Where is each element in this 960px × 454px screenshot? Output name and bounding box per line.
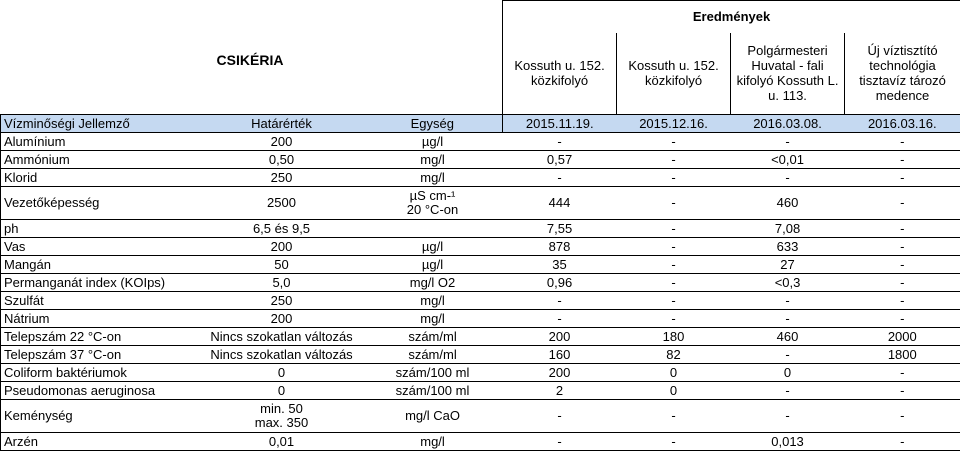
limit-value: Nincs szokatlan változás (201, 328, 363, 346)
result-value: 160 (503, 346, 617, 364)
limit-value (201, 400, 363, 433)
unit-value: mg/l (363, 292, 503, 310)
limit-value: 50 (201, 256, 363, 274)
table-row (1, 328, 960, 346)
param-name: Mangán (1, 256, 201, 274)
limit-value: 200 (201, 133, 363, 151)
result-value: 1800 (845, 346, 960, 364)
result-value: 2000 (845, 328, 960, 346)
result-value: - (503, 400, 617, 433)
table-row (1, 274, 960, 292)
result-value: - (617, 133, 731, 151)
result-value: 35 (503, 256, 617, 274)
limit-value: 0 (201, 364, 363, 382)
result-value: - (731, 292, 845, 310)
table-row (1, 310, 960, 328)
unit-line-2: 20 °C-on (406, 202, 459, 217)
result-value: - (845, 400, 960, 433)
result-value: 27 (731, 256, 845, 274)
result-value: - (845, 256, 960, 274)
result-value: - (617, 151, 731, 169)
param-name: Ammónium (1, 151, 201, 169)
column-header-date-3: 2016.03.08. (731, 115, 845, 133)
column-header-limit: Határérték (201, 115, 363, 133)
site-header-3: Polgármesteri Huvatal - fali kifolyó Kossuth L. u. 113. (731, 33, 845, 115)
result-value: - (845, 187, 960, 220)
unit-value: µg/l (363, 238, 503, 256)
result-value: - (845, 238, 960, 256)
table-row (1, 187, 960, 220)
unit-value: szám/ml (363, 328, 503, 346)
result-value: - (731, 346, 845, 364)
limit-value: 250 (201, 169, 363, 187)
table-row (1, 169, 960, 187)
result-value: 2 (503, 382, 617, 400)
result-value: 200 (503, 328, 617, 346)
result-value: - (617, 238, 731, 256)
table-row (1, 133, 960, 151)
unit-value (363, 187, 503, 220)
param-name: Pseudomonas aeruginosa (1, 382, 201, 400)
unit-value: mg/l (363, 310, 503, 328)
unit-value: mg/l (363, 433, 503, 451)
unit-value: mg/l O2 (363, 274, 503, 292)
result-value: - (503, 292, 617, 310)
result-value: - (845, 133, 960, 151)
limit-value: 250 (201, 292, 363, 310)
result-value: 0,96 (503, 274, 617, 292)
limit-value: 0,01 (201, 433, 363, 451)
result-value: - (617, 310, 731, 328)
limit-line-1: min. 50 (260, 401, 303, 416)
param-name: Nátrium (1, 310, 201, 328)
limit-value: 5,0 (201, 274, 363, 292)
result-value: - (503, 169, 617, 187)
param-name: Telepszám 22 °C-on (1, 328, 201, 346)
unit-value: mg/l (363, 151, 503, 169)
result-value: - (845, 169, 960, 187)
result-value: - (845, 382, 960, 400)
result-value: 878 (503, 238, 617, 256)
result-value: - (845, 151, 960, 169)
result-value: 460 (731, 187, 845, 220)
result-value: 82 (617, 346, 731, 364)
param-name: Klorid (1, 169, 201, 187)
result-value: - (731, 169, 845, 187)
result-value: - (503, 310, 617, 328)
unit-value: szám/ml (363, 346, 503, 364)
unit-line-1: µS cm-¹ (409, 188, 456, 203)
param-name: Vas (1, 238, 201, 256)
unit-value: szám/100 ml (363, 382, 503, 400)
result-value: - (731, 382, 845, 400)
column-header-date-4: 2016.03.16. (845, 115, 960, 133)
results-header: Eredmények (503, 1, 960, 33)
result-value: 444 (503, 187, 617, 220)
table-title: CSIKÉRIA (216, 52, 284, 68)
result-value: - (731, 133, 845, 151)
unit-value: µg/l (363, 133, 503, 151)
result-value: 460 (731, 328, 845, 346)
param-name: Coliform baktériumok (1, 364, 201, 382)
result-value: 0 (731, 364, 845, 382)
result-value: - (617, 400, 731, 433)
column-header-unit: Egység (363, 115, 503, 133)
limit-value: 0,50 (201, 151, 363, 169)
table-row (1, 256, 960, 274)
result-value: <0,01 (731, 151, 845, 169)
param-name: Szulfát (1, 292, 201, 310)
site-header-4: Új víztisztító technológia tisztavíz tározó medence (845, 33, 960, 115)
result-value: 200 (503, 364, 617, 382)
result-value: - (503, 133, 617, 151)
limit-value: 2500 (201, 187, 363, 220)
result-value: <0,3 (731, 274, 845, 292)
result-value: 7,55 (503, 220, 617, 238)
result-value: - (617, 292, 731, 310)
limit-value: Nincs szokatlan változás (201, 346, 363, 364)
limit-line-2: max. 350 (254, 415, 309, 430)
table-row (1, 292, 960, 310)
unit-value: mg/l CaO (363, 400, 503, 433)
param-name: Arzén (1, 433, 201, 451)
result-value: 0,57 (503, 151, 617, 169)
result-value: - (617, 220, 731, 238)
limit-value: 200 (201, 238, 363, 256)
table-row (1, 238, 960, 256)
table-row (1, 220, 960, 238)
unit-value: szám/100 ml (363, 364, 503, 382)
param-name: Telepszám 37 °C-on (1, 346, 201, 364)
table-row (1, 400, 960, 433)
unit-value (363, 220, 503, 238)
result-value: - (845, 310, 960, 328)
result-value: - (845, 292, 960, 310)
result-value: - (617, 187, 731, 220)
param-name: Alumínium (1, 133, 201, 151)
column-header-date-2: 2015.12.16. (617, 115, 731, 133)
result-value: - (845, 220, 960, 238)
limit-value: 200 (201, 310, 363, 328)
result-value: 180 (617, 328, 731, 346)
table-row (1, 382, 960, 400)
result-value: - (503, 433, 617, 451)
site-header-1: Kossuth u. 152. közkifolyó (503, 33, 617, 115)
result-value: - (845, 274, 960, 292)
result-value: 0 (617, 382, 731, 400)
result-value: - (731, 400, 845, 433)
result-value: - (617, 256, 731, 274)
table-row (1, 433, 960, 451)
result-value: - (617, 169, 731, 187)
param-name: Permanganát index (KOIps) (1, 274, 201, 292)
param-name: Keménység (1, 400, 201, 433)
result-value: 0,013 (731, 433, 845, 451)
table-row (1, 364, 960, 382)
unit-value: µg/l (363, 256, 503, 274)
result-value: 7,08 (731, 220, 845, 238)
column-header-date-1: 2015.11.19. (503, 115, 617, 133)
result-value: - (845, 364, 960, 382)
result-value: - (845, 433, 960, 451)
result-value: - (617, 274, 731, 292)
limit-value: 0 (201, 382, 363, 400)
unit-value: mg/l (363, 169, 503, 187)
result-value: 0 (617, 364, 731, 382)
result-value: 633 (731, 238, 845, 256)
limit-value: 6,5 és 9,5 (201, 220, 363, 238)
table-row (1, 151, 960, 169)
table-row (1, 346, 960, 364)
param-name: Vezetőképesség (1, 187, 201, 220)
param-name: ph (1, 220, 201, 238)
result-value: - (731, 310, 845, 328)
result-value: - (617, 433, 731, 451)
site-header-2: Kossuth u. 152. közkifolyó (617, 33, 731, 115)
column-header-param: Vízminőségi Jellemző (1, 115, 201, 133)
